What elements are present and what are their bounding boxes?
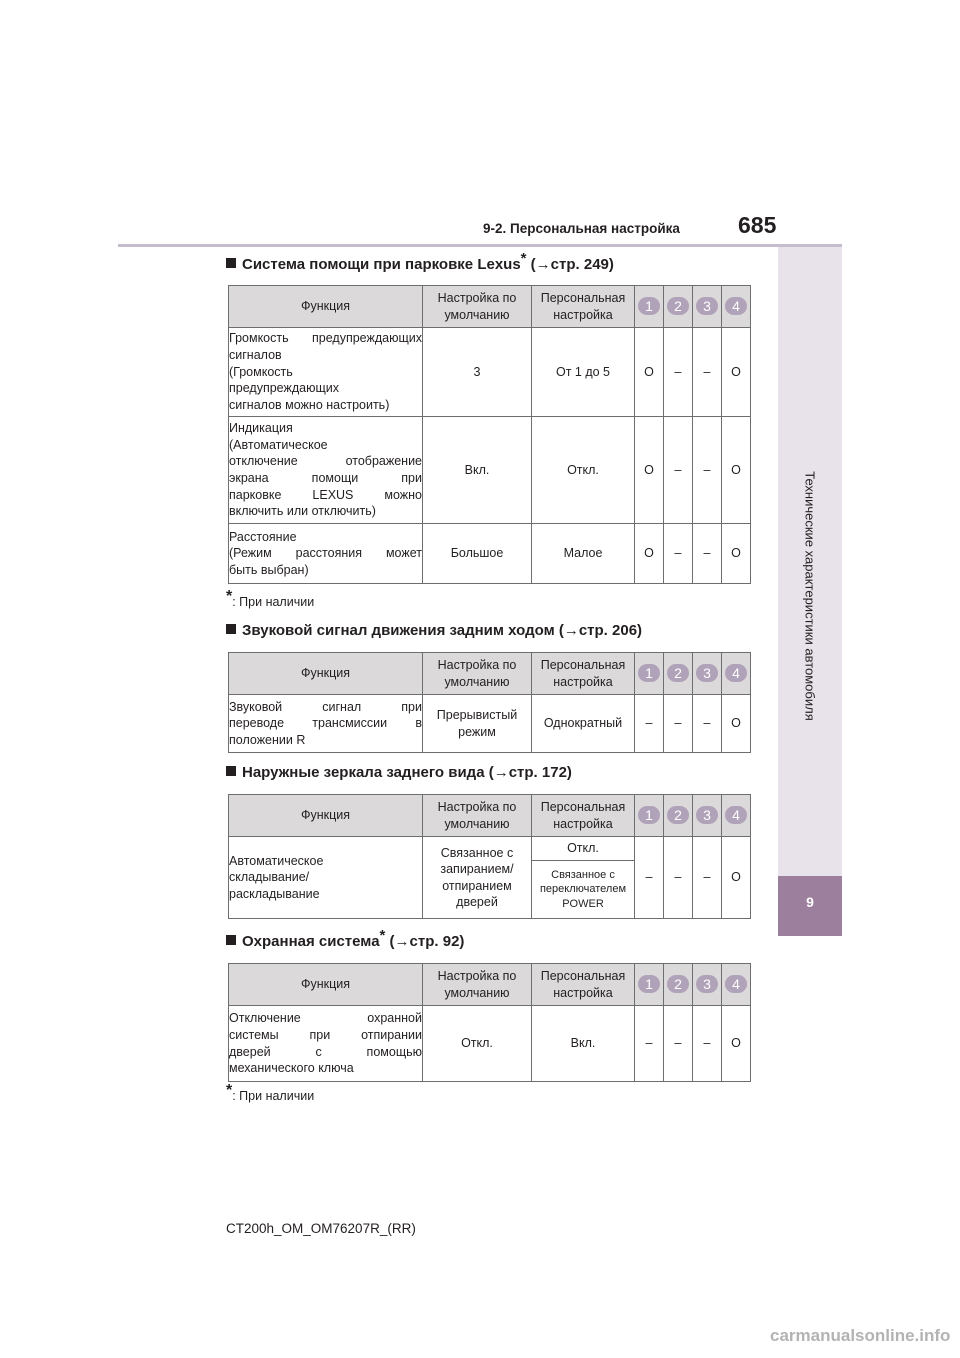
number-badge: 1 xyxy=(638,297,660,315)
row-default: Откл. xyxy=(423,1006,532,1082)
heading-ref: (→стр. 249) xyxy=(526,256,614,273)
page-number: 685 xyxy=(738,212,777,238)
col-num-2 xyxy=(664,795,693,837)
row-description: Индикация (Автоматическое отключение отображение экрана помощи при парковке LEXUS можно включить или отключить) xyxy=(229,417,423,524)
footnote-availability: *: При наличии xyxy=(226,1081,315,1103)
number-badge: 1 xyxy=(638,806,660,824)
row-default: 3 xyxy=(423,328,532,417)
row-description: Громкость предупреждающих сигналов (Громкость предупреждающих сигналов можно настроить) xyxy=(229,328,423,417)
heading-text: Охранная система xyxy=(242,933,380,950)
col-num-3 xyxy=(693,653,722,695)
number-badge: 4 xyxy=(725,297,747,315)
table-header-row xyxy=(229,286,751,328)
document-code: CT200h_OM_OM76207R_(RR) xyxy=(226,1221,416,1236)
col-personal: Персональная настройка xyxy=(532,286,635,328)
bullet-square-icon xyxy=(226,258,236,268)
heading-star: * xyxy=(379,927,386,944)
table-row xyxy=(229,695,751,753)
row-mark: O xyxy=(635,417,664,524)
row-default: Прерывистый режим xyxy=(423,695,532,753)
row-mark: O xyxy=(635,524,664,584)
col-function: Функция xyxy=(229,286,423,328)
number-badge: 4 xyxy=(725,664,747,682)
row-mark: O xyxy=(722,417,751,524)
row-mark: – xyxy=(693,1006,722,1082)
heading-alarm xyxy=(226,927,465,950)
row-personal: Вкл. xyxy=(532,1006,635,1082)
col-num-2 xyxy=(664,964,693,1006)
bullet-square-icon xyxy=(226,935,236,945)
heading-text: Система помощи при парковке Lexus xyxy=(242,256,521,273)
row-personal: Малое xyxy=(532,524,635,584)
table-row xyxy=(229,417,751,524)
watermark: carmanualsonline.info xyxy=(770,1326,951,1345)
bullet-square-icon xyxy=(226,766,236,776)
table-header-row xyxy=(229,653,751,695)
chapter-tab: 9 xyxy=(778,876,842,936)
heading-mirrors xyxy=(226,764,572,781)
row-description: Расстояние (Режим расстояния может быть выбран) xyxy=(229,524,423,584)
col-default: Настройка по умолчанию xyxy=(423,795,532,837)
row-mark: – xyxy=(693,328,722,417)
col-num-1 xyxy=(635,286,664,328)
parking-assist-table xyxy=(228,285,751,584)
col-num-1 xyxy=(635,795,664,837)
col-num-3 xyxy=(693,795,722,837)
number-badge: 2 xyxy=(667,975,689,993)
col-num-2 xyxy=(664,653,693,695)
row-mark: – xyxy=(664,328,693,417)
table-row xyxy=(229,524,751,584)
number-badge: 2 xyxy=(667,297,689,315)
table-row xyxy=(229,328,751,417)
number-badge: 4 xyxy=(725,975,747,993)
row-personal: От 1 до 5 xyxy=(532,328,635,417)
row-description: Автоматическое складывание/ раскладывание xyxy=(229,837,423,919)
col-personal: Персональная настройка xyxy=(532,795,635,837)
number-badge: 1 xyxy=(638,975,660,993)
col-default: Настройка по умолчанию xyxy=(423,964,532,1006)
col-num-1 xyxy=(635,653,664,695)
heading-ref: (→стр. 92) xyxy=(385,933,465,950)
row-mark: O xyxy=(722,328,751,417)
number-badge: 3 xyxy=(696,664,718,682)
reverse-signal-table xyxy=(228,652,751,753)
row-mark: – xyxy=(693,524,722,584)
col-function: Функция xyxy=(229,964,423,1006)
row-description: Отключение охранной системы при отпирании дверей с помощью механического ключа xyxy=(229,1006,423,1082)
row-personal: Однократный xyxy=(532,695,635,753)
row-personal: Связанное с переключателем POWER xyxy=(532,861,635,919)
row-mark: – xyxy=(664,837,693,919)
col-num-1 xyxy=(635,964,664,1006)
col-num-4 xyxy=(722,964,751,1006)
row-mark: O xyxy=(722,695,751,753)
number-badge: 4 xyxy=(725,806,747,824)
number-badge: 2 xyxy=(667,664,689,682)
heading-reverse-signal xyxy=(226,622,642,639)
col-function: Функция xyxy=(229,795,423,837)
row-mark: – xyxy=(693,695,722,753)
col-num-4 xyxy=(722,653,751,695)
row-default: Связанное с запиранием/ отпиранием дверей xyxy=(423,837,532,919)
col-num-3 xyxy=(693,286,722,328)
heading-parking-assist xyxy=(226,250,614,273)
row-personal: Откл. xyxy=(532,417,635,524)
row-mark: – xyxy=(693,417,722,524)
row-mark: O xyxy=(722,524,751,584)
header-rule xyxy=(118,244,842,247)
row-mark: O xyxy=(635,328,664,417)
row-mark: – xyxy=(664,695,693,753)
col-default: Настройка по умолчанию xyxy=(423,653,532,695)
row-default: Большое xyxy=(423,524,532,584)
table-header-row xyxy=(229,964,751,1006)
col-default: Настройка по умолчанию xyxy=(423,286,532,328)
heading-text: Наружные зеркала заднего вида (→стр. 172) xyxy=(242,764,572,781)
sidebar-label: Технические характеристики автомобиля xyxy=(802,471,818,721)
table-header-row xyxy=(229,795,751,837)
row-mark: – xyxy=(693,837,722,919)
number-badge: 3 xyxy=(696,297,718,315)
table-row xyxy=(229,1006,751,1082)
mirrors-table xyxy=(228,794,751,919)
col-function: Функция xyxy=(229,653,423,695)
row-personal: Откл. xyxy=(532,837,635,861)
col-num-4 xyxy=(722,286,751,328)
footnote-availability: *: При наличии xyxy=(226,587,315,609)
number-badge: 1 xyxy=(638,664,660,682)
row-mark: – xyxy=(635,837,664,919)
row-mark: O xyxy=(722,837,751,919)
row-mark: O xyxy=(722,1006,751,1082)
row-mark: – xyxy=(664,1006,693,1082)
col-personal: Персональная настройка xyxy=(532,964,635,1006)
number-badge: 3 xyxy=(696,975,718,993)
bullet-square-icon xyxy=(226,624,236,634)
row-mark: – xyxy=(635,695,664,753)
col-num-2 xyxy=(664,286,693,328)
col-personal: Персональная настройка xyxy=(532,653,635,695)
number-badge: 3 xyxy=(696,806,718,824)
heading-star: * xyxy=(520,250,527,267)
row-description: Звуковой сигнал при переводе трансмиссии в положении R xyxy=(229,695,423,753)
header-section-title: 9-2. Персональная настройка xyxy=(483,221,680,236)
col-num-3 xyxy=(693,964,722,1006)
row-mark: – xyxy=(664,524,693,584)
number-badge: 2 xyxy=(667,806,689,824)
col-num-4 xyxy=(722,795,751,837)
alarm-table xyxy=(228,963,751,1082)
row-mark: – xyxy=(635,1006,664,1082)
heading-text: Звуковой сигнал движения задним ходом (→стр. 206) xyxy=(242,622,643,639)
table-row xyxy=(229,837,751,861)
row-default: Вкл. xyxy=(423,417,532,524)
row-mark: – xyxy=(664,417,693,524)
